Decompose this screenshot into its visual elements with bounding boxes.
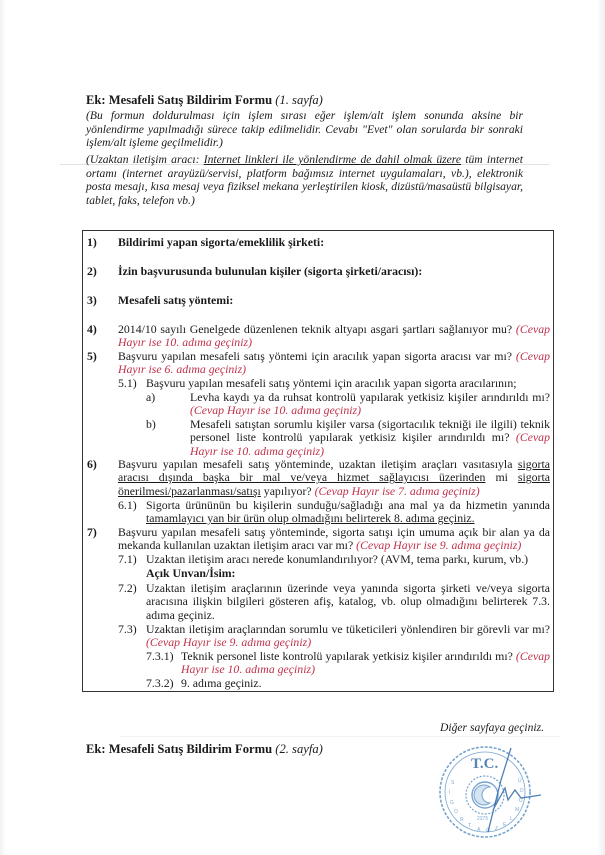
svg-text:O: O [454,809,458,815]
scan-artifact-line [120,736,560,737]
item-7-2-text: Uzaktan iletişim araçlarının üzerinde veya yanında sigorta şirketi ve/veya sigorta aracısına ilişkin bilgileri gösteren afiş, katalog, vb. olup olmadığını belirterek 7.3. adıma geçiniz. [146,581,550,622]
page2-heading-title: Ek: Mesafeli Satış Bildirim Formu [86,742,273,756]
item-4-question: 2014/10 sayılı Genelgede düzenlenen teknik altyapı asgari şartları sağlanıyor mu? [118,322,513,336]
page2-heading-page-number: (2. sayfa) [275,742,323,756]
official-seal-icon [433,740,543,845]
item-1-number: 1) [87,235,97,249]
svg-text:Z: Z [495,826,499,832]
next-page-note: Diğer sayfaya geçiniz. [440,721,544,734]
item-4-skip-note: (Cevap Hayır ise 10. adıma geçiniz) [118,322,550,350]
svg-text:G: G [450,800,454,806]
item-5-1-number: 5.1) [118,376,137,390]
svg-text:L: L [510,816,513,822]
item-7-3-number: 7.3) [118,622,137,636]
intro-instructions: (Bu formun doldurulması için işlem sırası eğer işlem/alt işlem sonunda aksine bir yönlendirme yapılmadığı sürece takip edilmelidir. Cevabı "Evet" olan sorularda bir sonraki işlem/alt işleme geçilmelidir.) [86,109,523,150]
item-a-skip-note: (Cevap Hayır ise 10. adıma geçiniz) [190,403,362,418]
item-7-3-1-text [181,650,550,677]
item-6-question-end: yapılıyor? [260,483,312,498]
item-7-3-2-number: 7.3.2) [146,676,174,690]
item-6-skip-note: (Cevap Hayır ise 7. adıma geçiniz) [314,483,480,498]
item-4-text [118,323,550,350]
item-2-number: 2) [87,264,97,278]
item-3-text: Mesafeli satış yöntemi: [118,293,234,307]
heading-page-number: (1. sayfa) [275,93,323,107]
svg-text:T: T [468,823,472,829]
svg-text:Ö: Ö [486,828,490,834]
item-7-text [118,526,550,553]
item-7-question: Başvuru yapılan mesafeli satış yönteminde, sigorta satışı için umuma açık bir alan ya da mekanda kullanılan uzaktan iletişim aracı var mı? [118,525,550,553]
item-5-1-b-text [190,418,550,458]
item-7-3-question: Uzaktan iletişim araçlarından sorumlu ve tüketicileri yönlendiren bir görevli var mı? [146,622,550,636]
intro-remote-tool-definition [86,153,523,207]
svg-text:2375: 2375 [477,816,489,822]
item-3-number: 3) [87,293,97,307]
svg-text:S: S [451,780,455,786]
item-6-number: 6) [87,457,97,471]
svg-text:D: D [520,788,524,794]
item-6-question-mid: mi [485,470,518,485]
svg-text:T.C.: T.C. [471,756,499,772]
item-6-question-start: Başvuru yapılan mesafeli satış yönteminde, uzaktan iletişim araçları vasıtasıyla [118,457,518,471]
item-7-1-text: Uzaktan iletişim aracı nerede konumlandırılıyor? (AVM, tema parkı, kurum, vb.) [146,552,529,566]
scan-edge-left [0,0,6,855]
item-1-text: Bildirimi yapan sigorta/emeklilik şirketi: [118,235,325,249]
item-4-number: 4) [87,322,97,336]
item-5-skip-note: (Cevap Hayır ise 6. adıma geçiniz) [118,349,550,377]
item-5-text [118,350,550,377]
item-7-3-1-number: 7.3.1) [146,649,174,663]
item-5-1-a-text [190,391,550,418]
intro-prefix: (Uzaktan iletişim aracı: [86,153,204,166]
item-6-1-underlined: tamamlayıcı yan bir ürün olup olmadığını belirterek 8. adıma geçiniz. [146,511,475,526]
item-7-1-number: 7.1) [118,552,137,566]
item-5-question: Başvuru yapılan mesafeli satış yöntemi için aracılık yapan sigorta aracısı var mı? [118,349,512,363]
item-2-text: İzin başvurusunda bulunulan kişiler (sigorta şirketi/aracısı): [118,264,423,278]
open-title-name-label: Açık Unvan/İsim: [146,566,236,580]
item-6-1-number: 6.1) [118,498,137,512]
item-5-1-a-label: a) [146,390,156,404]
item-7-3-1-question: Teknik personel liste kontrolü yapılarak yetkisiz kişiler arındırıldı mı? [181,649,513,663]
svg-text:Ü: Ü [519,798,523,804]
svg-text:Ü: Ü [518,778,522,784]
heading-title: Ek: Mesafeli Satış Bildirim Formu [86,93,273,107]
item-6-1-text [146,499,550,526]
item-7-3-text [146,623,550,650]
item-6-text [118,458,550,498]
svg-text:A: A [477,827,481,833]
item-7-skip-note: (Cevap Hayır ise 9. adıma geçiniz) [356,538,522,553]
item-5-1-b-label: b) [146,417,156,431]
item-5-1-text: Başvuru yapılan mesafeli satış yöntemi için aracılık yapan sigorta aracılarının; [146,376,517,390]
item-6-underlined-sale: sigorta önerilmesi/pazarlanması/satışı [118,470,550,498]
intro-suffix: tüm internet ortamı (internet arayüzü/servisi, platform bağımsız internet uygulamaları, vb.), elektronik posta mesajı, kısa mesaj veya fiziksel mekana yerleştirilen kiosk, dizüstü/masaüstü bilgisayar, tablet, faks, telefon vb.) [86,153,523,207]
item-7-2-number: 7.2) [118,581,137,595]
item-7-3-1-skip-note: (Cevap Hayır ise 10. adıma geçiniz) [181,649,550,677]
item-a-question: Levha kaydı ya da ruhsat kontrolü yapılarak yetkisiz kişiler arındırıldı mı? [190,390,550,404]
svg-text:İ: İ [449,790,451,796]
item-6-1-question: Sigorta ürününün bu kişilerin sunduğu/sağladığı ana mal ya da hizmetin yanında [146,498,550,512]
page2-heading [86,742,323,757]
item-b-question: Mesafeli satıştan sorumlu kişiler varsa (sigortacılık tekniği ile ilgili) teknik personel liste kontrolü yapılarak yetkisiz kişiler arındırıldı mı? [190,417,550,445]
scan-edge-right [597,0,605,855]
page1-heading [86,93,323,108]
svg-text:R: R [460,817,464,823]
item-5-number: 5) [87,349,97,363]
item-7-3-2-text: 9. adıma geçiniz. [181,676,262,690]
item-b-skip-note: (Cevap Hayır ise 10. adıma geçiniz) [190,430,550,458]
svg-text:E: E [503,822,507,828]
intro-underlined: Internet linkleri ile yönlendirme de dahil olmak üzere [203,153,462,166]
item-7-number: 7) [87,525,97,539]
item-7-3-skip-note: (Cevap Hayır ise 9. adıma geçiniz) [146,635,312,650]
item-6-underlined-provider: sigorta aracısı dışında başka bir mal ve/veya hizmet sağlayıcısı üzerinden [118,457,550,485]
svg-text:M: M [515,807,520,813]
